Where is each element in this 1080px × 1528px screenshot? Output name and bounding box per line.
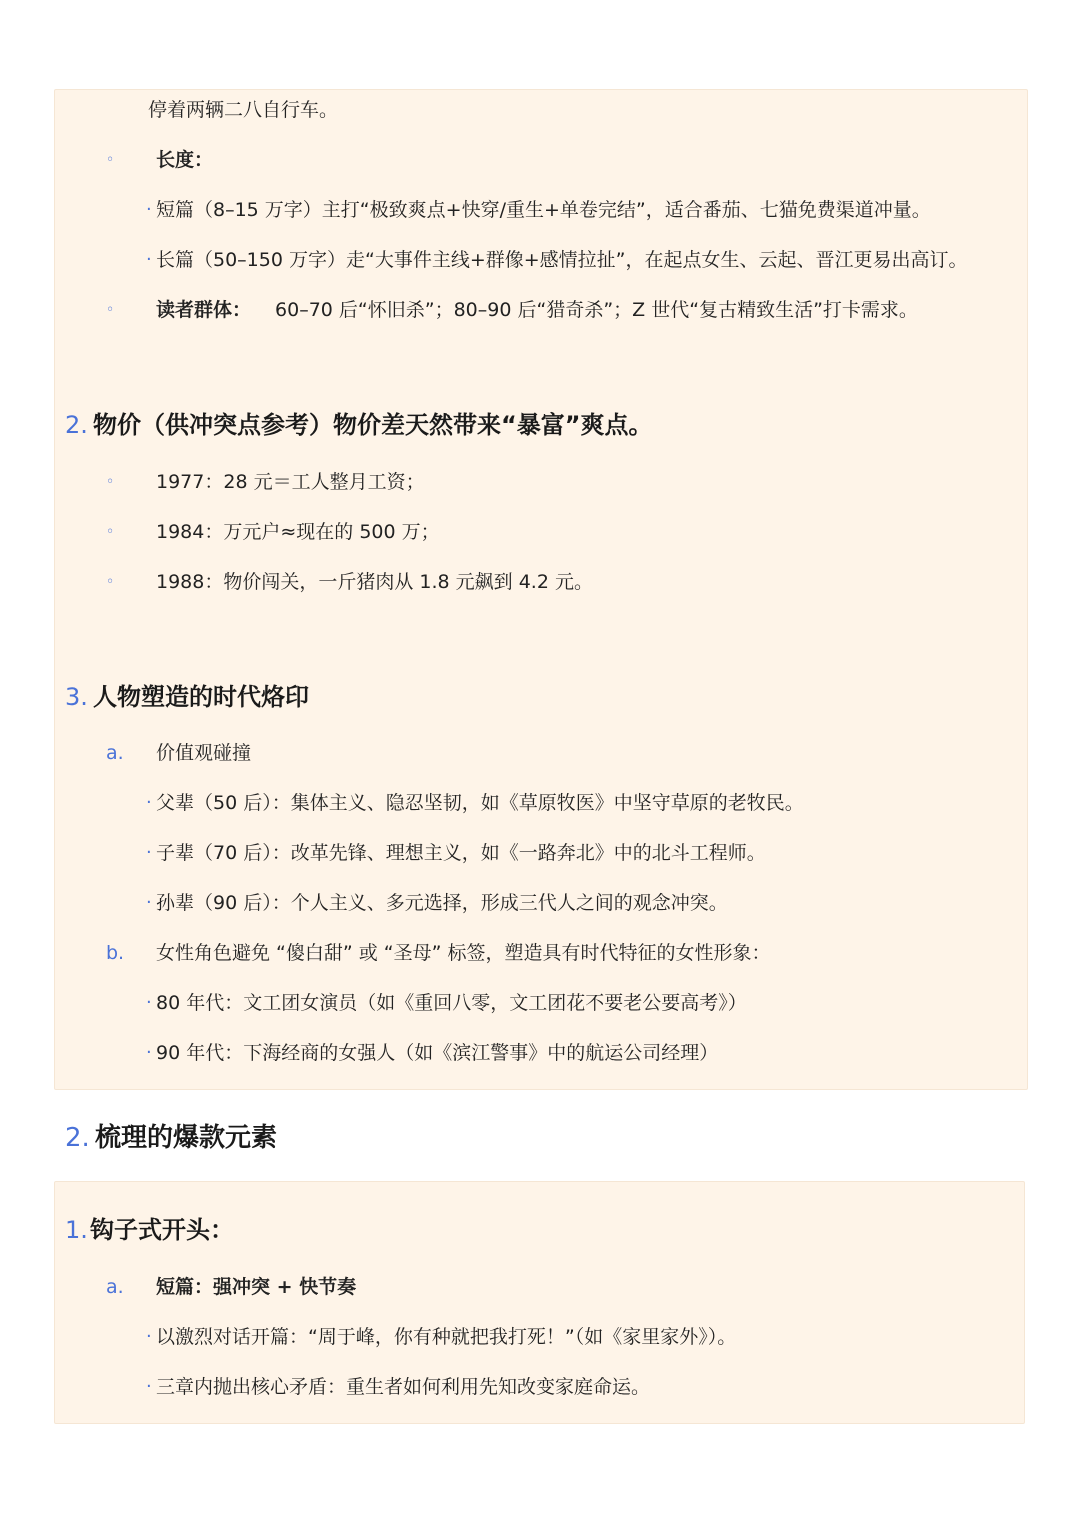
price-item-1988: 1988：物价闯关，一斤猪肉从 1.8 元飙到 4.2 元。 [156, 571, 593, 593]
heading-title: 梳理的爆款元素 [95, 1123, 278, 1153]
bullet-icon: ◦ [106, 302, 115, 318]
length-label: 长度： [156, 149, 214, 171]
length-item-short: 短篇（8–15 万字）主打“极致爽点+快穿/重生+单卷完结”，适合番茄、七猫免费渠道冲量。 [156, 199, 931, 221]
sub-bullet-icon: · [146, 842, 152, 863]
readers-text: 60–70 后“怀旧杀”；80–90 后“猎奇杀”；Z 世代“复古精致生活”打卡需求。 [275, 299, 918, 321]
female-item-80s: 80 年代：文工团女演员（如《重回八零，文工团花不要老公要高考》） [156, 992, 747, 1014]
values-item-grandchildren: 孙辈（90 后）：个人主义、多元选择，形成三代人之间的观念冲突。 [156, 892, 728, 914]
hook-item-dialogue: 以激烈对话开篇：“周于峰，你有种就把我打死！”（如《家里家外》）。 [156, 1326, 737, 1348]
values-item-parents: 父辈（50 后）：集体主义、隐忍坚韧，如《草原牧医》中坚守草原的老牧民。 [156, 792, 804, 814]
sub-bullet-icon: · [146, 199, 152, 220]
section-3-title: 人物塑造的时代烙印 [93, 683, 309, 711]
hook-number: 1. [65, 1216, 88, 1244]
list-letter-b: b. [106, 942, 125, 964]
sub-bullet-icon: · [146, 1376, 152, 1397]
section-2-title: 物价（供冲突点参考）物价差天然带来“暴富”爽点。 [93, 411, 653, 439]
continuation-text: 停着两辆二八自行车。 [148, 99, 339, 121]
hook-title: 钩子式开头： [90, 1216, 234, 1244]
short-hook-label: 短篇：强冲突 + 快节奏 [156, 1276, 357, 1298]
bullet-icon: ◦ [106, 524, 115, 540]
sub-bullet-icon: · [146, 249, 152, 270]
sub-bullet-icon: · [146, 1326, 152, 1347]
list-letter-a: a. [106, 742, 124, 764]
readers-line [156, 298, 918, 322]
bullet-icon: ◦ [106, 152, 115, 168]
length-item-long: 长篇（50–150 万字）走“大事件主线+群像+感情拉扯”，在起点女生、云起、晋江更易出高订。 [156, 249, 968, 271]
sub-bullet-icon: · [146, 1042, 152, 1063]
bullet-icon: ◦ [106, 574, 115, 590]
readers-label: 读者群体： [156, 299, 252, 321]
sub-bullet-icon: · [146, 892, 152, 913]
female-item-90s: 90 年代：下海经商的女强人（如《滨江警事》中的航运公司经理） [156, 1042, 719, 1064]
female-role-label: 女性角色避免 “傻白甜” 或 “圣母” 标签，塑造具有时代特征的女性形象： [156, 942, 771, 964]
sub-bullet-icon: · [146, 992, 152, 1013]
hook-item-conflict: 三章内抛出核心矛盾：重生者如何利用先知改变家庭命运。 [156, 1376, 651, 1398]
section-3-number: 3. [65, 683, 88, 711]
price-item-1984: 1984：万元户≈现在的 500 万； [156, 521, 440, 543]
list-letter-a: a. [106, 1276, 124, 1298]
section-2-number: 2. [65, 411, 88, 439]
heading-number: 2. [65, 1123, 90, 1153]
values-item-children: 子辈（70 后）：改革先锋、理想主义，如《一路奔北》中的北斗工程师。 [156, 842, 766, 864]
sub-bullet-icon: · [146, 792, 152, 813]
price-item-1977: 1977：28 元＝工人整月工资； [156, 471, 425, 493]
values-label: 价值观碰撞 [156, 742, 252, 764]
bullet-icon: ◦ [106, 474, 115, 490]
